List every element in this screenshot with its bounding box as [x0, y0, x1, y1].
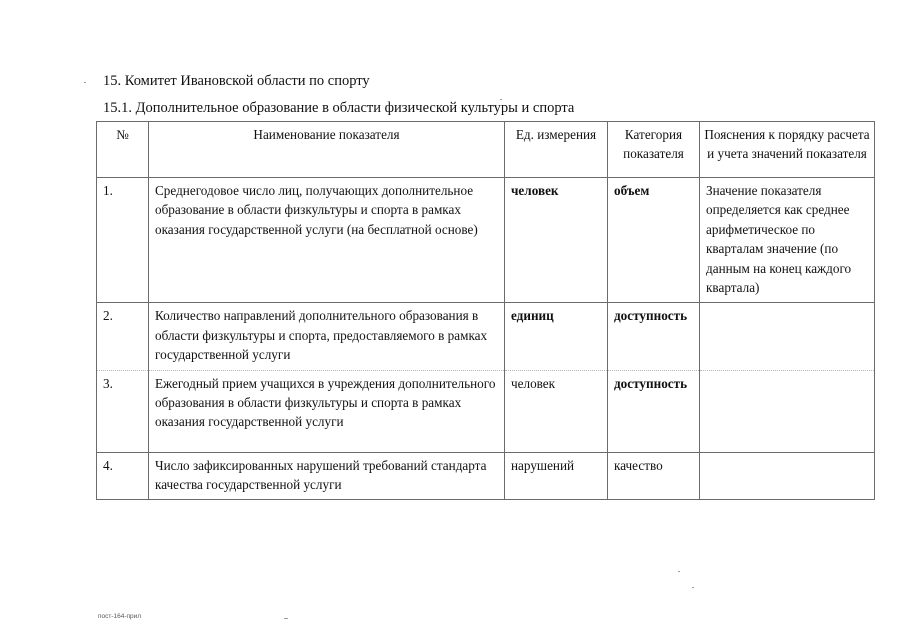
table-row: [97, 452, 875, 500]
footer-note: пост-164-прил: [98, 613, 142, 620]
section-subtitle: 15.1. Дополнительное образование в области физической культуры и спорта: [103, 100, 575, 116]
header-category: Категория показателя: [608, 122, 700, 178]
row-category: качество: [608, 452, 700, 500]
row-indicator-name: Среднегодовое число лиц, получающих дополнительное образование в области физкультуры и спорта в рамках оказания государственной услуги (на бесплатной основе): [149, 178, 505, 303]
header-notes: Пояснения к порядку расчета и учета значений показателя: [700, 122, 875, 178]
table-row: [97, 370, 875, 452]
row-num: 2.: [97, 303, 149, 370]
row-unit: единиц: [505, 303, 608, 370]
row-indicator-name: Число зафиксированных нарушений требований стандарта качества государственной услуги: [149, 452, 505, 500]
scan-speck: [678, 571, 680, 572]
row-indicator-name: Количество направлений дополнительного образования в области физкультуры и спорта, предоставляемого в рамках государственной услуги: [149, 303, 505, 370]
row-notes: [700, 303, 875, 370]
scan-speck: [500, 99, 502, 100]
header-name: Наименование показателя: [149, 122, 505, 178]
row-num: 4.: [97, 452, 149, 500]
row-category: доступность: [608, 303, 700, 370]
scan-speck: [84, 82, 86, 83]
header-num: №: [97, 122, 149, 178]
section-title: 15. Комитет Ивановской области по спорту: [103, 73, 370, 89]
scan-speck: [692, 587, 694, 588]
row-notes: [700, 370, 875, 452]
row-unit: нарушений: [505, 452, 608, 500]
row-notes: [700, 452, 875, 500]
table-row: [97, 178, 875, 303]
row-unit: человек: [505, 370, 608, 452]
table-header-row: [97, 122, 875, 178]
header-unit: Ед. измерения: [505, 122, 608, 178]
row-num: 3.: [97, 370, 149, 452]
scan-speck: [284, 618, 288, 619]
row-notes: Значение показателя определяется как среднее арифметическое по кварталам значение (по данным на конец каждого квартала): [700, 178, 875, 303]
indicators-table: [96, 121, 875, 500]
table-row: [97, 303, 875, 370]
row-category: объем: [608, 178, 700, 303]
row-num: 1.: [97, 178, 149, 303]
row-unit: человек: [505, 178, 608, 303]
row-indicator-name: Ежегодный прием учащихся в учреждения дополнительного образования в области физкультуры и спорта в рамках оказания государственной услуги: [149, 370, 505, 452]
row-category: доступность: [608, 370, 700, 452]
